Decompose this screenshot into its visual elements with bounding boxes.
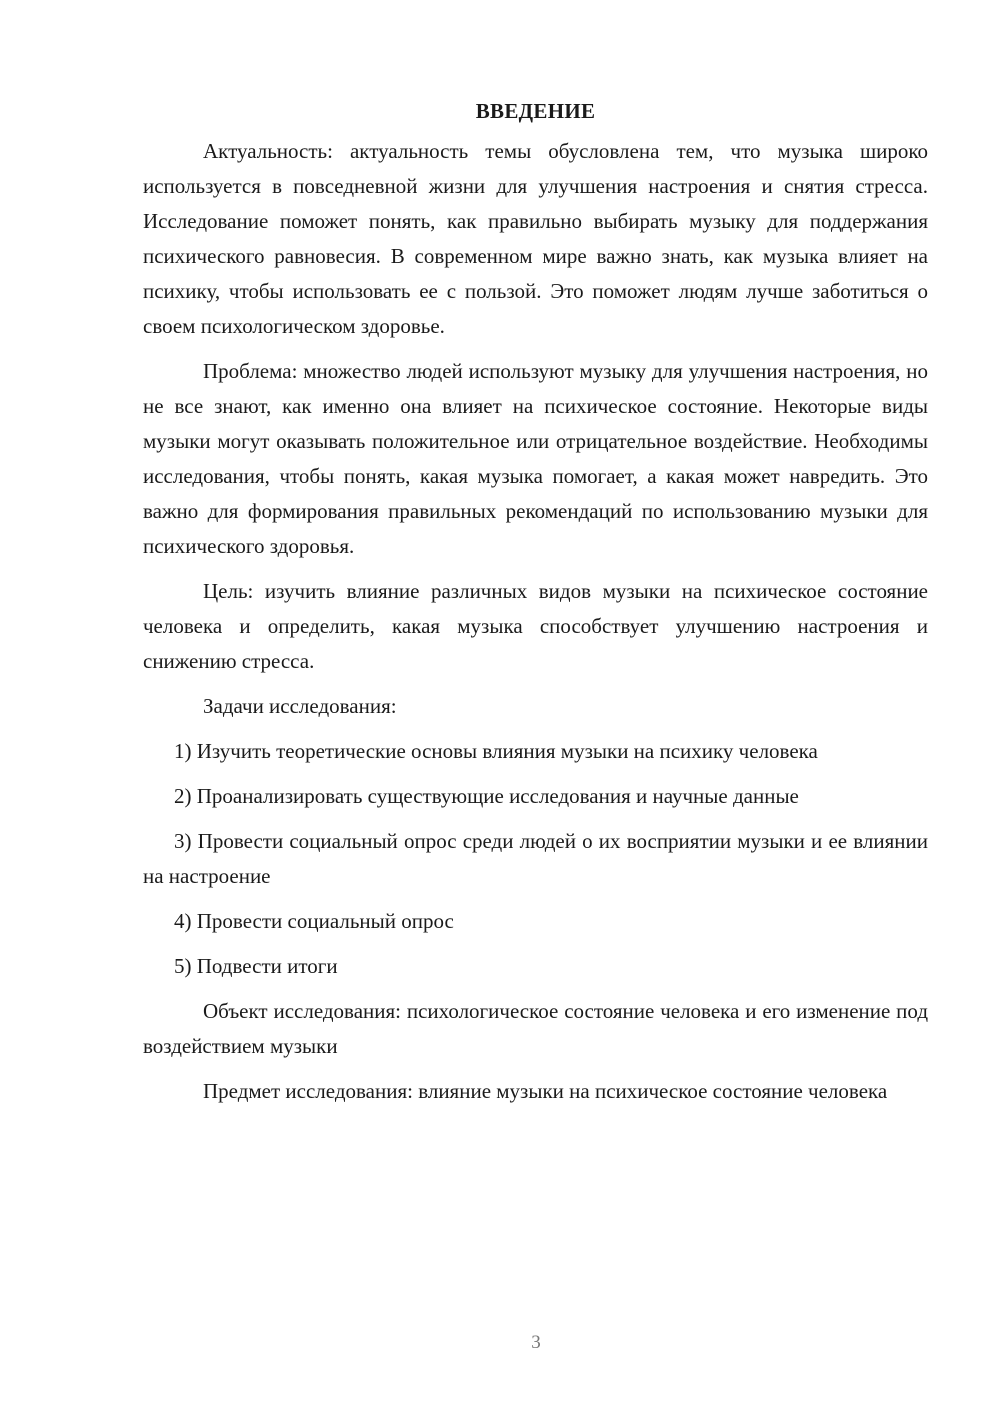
section-title: ВВЕДЕНИЕ <box>475 99 596 123</box>
page-number: 3 <box>531 1332 541 1353</box>
task-item-1: 1) Изучить теоретические основы влияния музыки на психику человека <box>174 739 818 763</box>
subject-paragraph: Предмет исследования: влияние музыки на психическое состояние человека <box>203 1079 888 1103</box>
task-item-4: 4) Провести социальный опрос <box>174 909 454 933</box>
problem-paragraph: Проблема: множество людей используют музыку для улучшения настроения, но не все знают, как именно она влияет на психическое состояние. Некоторые виды музыки могут оказывать положительное или отрицательное воздействие. Необходимы исследования, чтобы понять, какая музыка помогает, а какая может навредить. Это важно для формирования правильных рекомендаций по использованию музыки для психического здоровья. <box>143 359 928 558</box>
task-item-3: 3) Провести социальный опрос среди людей о их восприятии музыки и ее влиянии на настроение <box>143 829 928 888</box>
task-item-5: 5) Подвести итоги <box>174 954 338 978</box>
object-paragraph: Объект исследования: психологическое состояние человека и его изменение под воздействием музыки <box>143 999 928 1058</box>
document-page <box>143 94 928 1119</box>
task-item-2: 2) Проанализировать существующие исследования и научные данные <box>174 784 799 808</box>
goal-paragraph: Цель: изучить влияние различных видов музыки на психическое состояние человека и определить, какая музыка способствует улучшению настроения и снижению стресса. <box>143 579 928 673</box>
tasks-heading: Задачи исследования: <box>203 694 397 718</box>
relevance-paragraph: Актуальность: актуальность темы обусловлена тем, что музыка широко используется в повседневной жизни для улучшения настроения и снятия стресса. Исследование поможет понять, как правильно выбирать музыку для поддержания психического равновесия. В современном мире важно знать, как музыка влияет на психику, чтобы использовать ее с пользой. Это поможет людям лучше заботиться о своем психологическом здоровье. <box>143 139 928 338</box>
